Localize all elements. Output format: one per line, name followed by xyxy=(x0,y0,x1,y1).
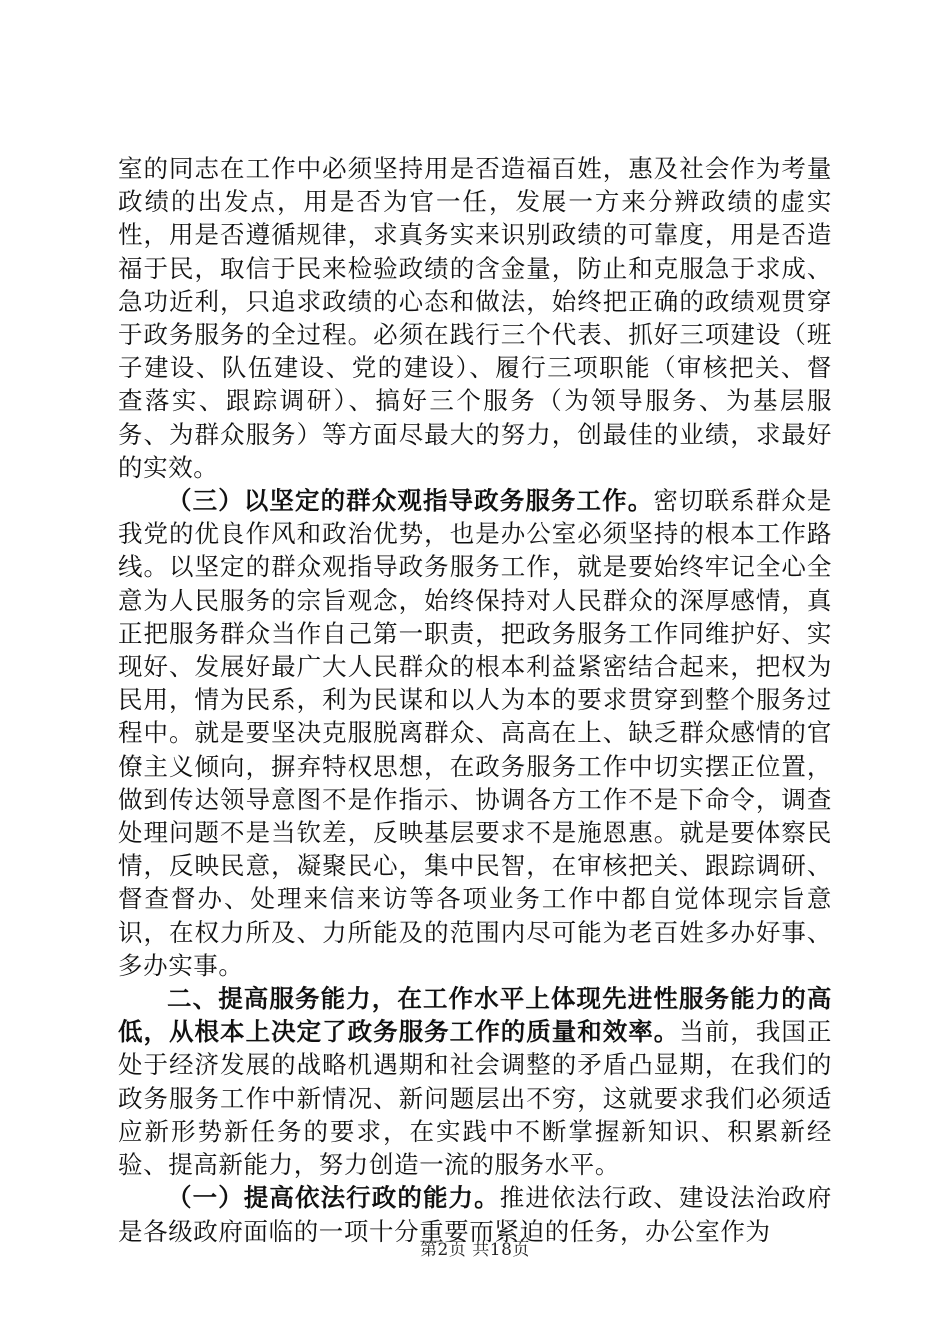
page-number-footer: 第2页 共18页 xyxy=(420,1240,530,1260)
paragraph-1-text: 室的同志在工作中必须坚持用是否造福百姓，惠及社会作为考量政绩的出发点，用是否为官一任，发展一方来分辨政绩的虚实性，用是否遵循规律，求真务实来识别政绩的可靠度，用是否造福于民，取信于民来检验政绩的含金量，防止和克服急于求成、急功近利，只追求政绩的心态和做法，始终把正确的政绩观贯穿于政务服务的全过程。必须在践行三个代表、抓好三项建设（班子建设、队伍建设、党的建设）、履行三项职能（审核把关、督查落实、跟踪调研）、搞好三个服务（为领导服务、为基层服务、为群众服务）等方面尽最大的努力，创最佳的业绩，求最好的实效。 xyxy=(118,154,832,482)
document-body xyxy=(118,152,832,1248)
paragraph-1 xyxy=(118,152,832,484)
paragraph-2 xyxy=(118,484,832,982)
paragraph-2-text: 密切联系群众是我党的优良作风和政治优势，也是办公室必须坚持的根本工作路线。以坚定的群众观指导政务服务工作，就是要始终牢记全心全意为人民服务的宗旨观念，始终保持对人民群众的深厚感情，真正把服务群众当作自己第一职责，把政务服务工作同维护好、实现好、发展好最广大人民群众的根本利益紧密结合起来，把权为民用，情为民系，利为民谋和以人为本的要求贯穿到整个服务过程中。就是要坚决克服脱离群众、高高在上、缺乏群众感情的官僚主义倾向，摒弃特权思想，在政务服务工作中切实摆正位置，做到传达领导意图不是作指示、协调各方工作不是下命令，调查处理问题不是当钦差，反映基层要求不是施恩惠。就是要体察民情，反映民意，凝聚民心，集中民智，在审核把关、跟踪调研、督查督办、处理来信来访等各项业务工作中都自觉体现宗旨意识，在权力所及、力所能及的范围内尽可能为老百姓多办好事、多办实事。 xyxy=(118,486,833,980)
paragraph-3-text: 当前，我国正处于经济发展的战略机遇期和社会调整的矛盾凸显期，在我们的政务服务工作中新情况、新问题层出不穷，这就要求我们必须适应新形势新任务的要求，在实践中不断掌握新知识、积累新经验、提高新能力，努力创造一流的服务水平。 xyxy=(118,1017,832,1180)
paragraph-3 xyxy=(118,982,832,1181)
paragraph-2-heading: （三）以坚定的群众观指导政务服务工作。 xyxy=(167,486,654,516)
paragraph-4-text: 推进依法行政、建设法治政府是各级政府面临的一项十分重要而紧迫的任务，办公室作为 xyxy=(118,1183,832,1246)
paragraph-4 xyxy=(118,1181,832,1247)
paragraph-4-heading: （一）提高依法行政的能力。 xyxy=(167,1183,500,1213)
paragraph-3-heading: 二、提高服务能力，在工作水平上体现先进性服务能力的高低，从根本上决定了政务服务工作的质量和效率。 xyxy=(118,984,832,1047)
